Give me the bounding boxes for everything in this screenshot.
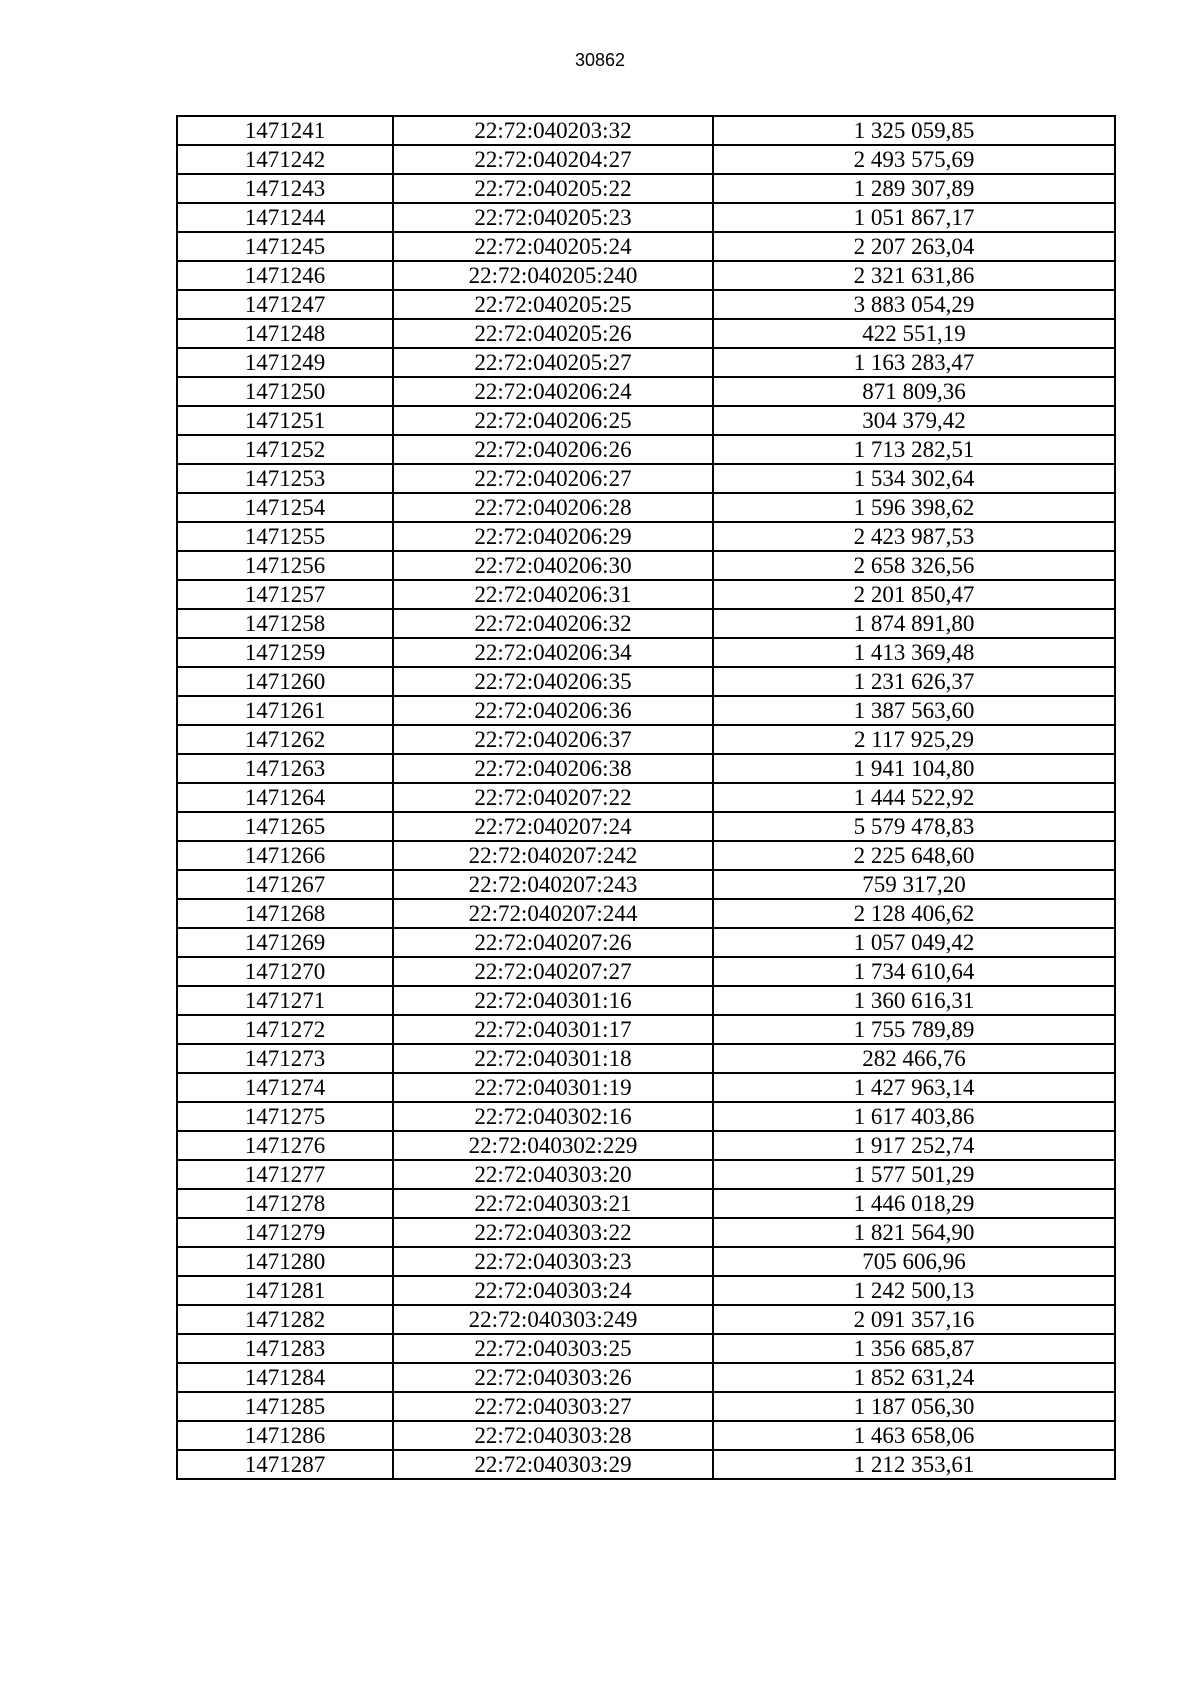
cadastral-number-cell: 22:72:040303:22 — [393, 1218, 713, 1247]
table-row — [177, 116, 1115, 145]
table-row — [177, 1363, 1115, 1392]
cadastral-number-cell: 22:72:040205:26 — [393, 319, 713, 348]
cadastral-value-cell: 1 617 403,86 — [713, 1102, 1115, 1131]
record-number-cell: 1471242 — [177, 145, 393, 174]
table-row — [177, 696, 1115, 725]
record-number-cell: 1471273 — [177, 1044, 393, 1073]
cadastral-value-cell: 2 225 648,60 — [713, 841, 1115, 870]
cadastral-number-cell: 22:72:040303:24 — [393, 1276, 713, 1305]
table-row — [177, 928, 1115, 957]
cadastral-value-cell: 1 852 631,24 — [713, 1363, 1115, 1392]
cadastral-number-cell: 22:72:040303:20 — [393, 1160, 713, 1189]
cadastral-value-cell: 1 231 626,37 — [713, 667, 1115, 696]
cadastral-value-cell: 1 734 610,64 — [713, 957, 1115, 986]
cadastral-number-cell: 22:72:040301:18 — [393, 1044, 713, 1073]
cadastral-number-cell: 22:72:040206:36 — [393, 696, 713, 725]
cadastral-value-cell: 1 874 891,80 — [713, 609, 1115, 638]
cadastral-number-cell: 22:72:040203:32 — [393, 116, 713, 145]
cadastral-value-cell: 705 606,96 — [713, 1247, 1115, 1276]
record-number-cell: 1471281 — [177, 1276, 393, 1305]
record-number-cell: 1471274 — [177, 1073, 393, 1102]
cadastral-value-cell: 1 444 522,92 — [713, 783, 1115, 812]
cadastral-number-cell: 22:72:040301:19 — [393, 1073, 713, 1102]
record-number-cell: 1471268 — [177, 899, 393, 928]
record-number-cell: 1471269 — [177, 928, 393, 957]
cadastral-value-cell: 1 163 283,47 — [713, 348, 1115, 377]
record-number-cell: 1471276 — [177, 1131, 393, 1160]
table-row — [177, 1247, 1115, 1276]
cadastral-value-cell: 1 755 789,89 — [713, 1015, 1115, 1044]
cadastral-number-cell: 22:72:040303:26 — [393, 1363, 713, 1392]
cadastral-number-cell: 22:72:040303:249 — [393, 1305, 713, 1334]
cadastral-value-cell: 2 201 850,47 — [713, 580, 1115, 609]
table-row — [177, 1276, 1115, 1305]
table-row — [177, 232, 1115, 261]
table-row — [177, 319, 1115, 348]
cadastral-value-cell: 1 917 252,74 — [713, 1131, 1115, 1160]
record-number-cell: 1471261 — [177, 696, 393, 725]
table-row — [177, 435, 1115, 464]
table-row — [177, 1421, 1115, 1450]
table-row — [177, 522, 1115, 551]
cadastral-number-cell: 22:72:040205:27 — [393, 348, 713, 377]
table-row — [177, 348, 1115, 377]
cadastral-value-cell: 1 187 056,30 — [713, 1392, 1115, 1421]
cadastral-number-cell: 22:72:040206:27 — [393, 464, 713, 493]
cadastral-value-cell: 1 463 658,06 — [713, 1421, 1115, 1450]
table-row — [177, 464, 1115, 493]
cadastral-number-cell: 22:72:040303:29 — [393, 1450, 713, 1479]
cadastral-number-cell: 22:72:040206:29 — [393, 522, 713, 551]
cadastral-number-cell: 22:72:040303:27 — [393, 1392, 713, 1421]
cadastral-value-cell: 282 466,76 — [713, 1044, 1115, 1073]
record-number-cell: 1471258 — [177, 609, 393, 638]
cadastral-number-cell: 22:72:040205:22 — [393, 174, 713, 203]
table-row — [177, 551, 1115, 580]
cadastral-value-cell: 1 212 353,61 — [713, 1450, 1115, 1479]
cadastral-number-cell: 22:72:040302:16 — [393, 1102, 713, 1131]
cadastral-number-cell: 22:72:040301:17 — [393, 1015, 713, 1044]
table-row — [177, 609, 1115, 638]
record-number-cell: 1471286 — [177, 1421, 393, 1450]
record-number-cell: 1471245 — [177, 232, 393, 261]
cadastral-value-cell: 1 941 104,80 — [713, 754, 1115, 783]
cadastral-number-cell: 22:72:040206:25 — [393, 406, 713, 435]
record-number-cell: 1471267 — [177, 870, 393, 899]
record-number-cell: 1471248 — [177, 319, 393, 348]
record-number-cell: 1471272 — [177, 1015, 393, 1044]
cadastral-number-cell: 22:72:040206:35 — [393, 667, 713, 696]
record-number-cell: 1471243 — [177, 174, 393, 203]
table-row — [177, 1015, 1115, 1044]
cadastral-value-cell: 1 446 018,29 — [713, 1189, 1115, 1218]
record-number-cell: 1471247 — [177, 290, 393, 319]
cadastral-number-cell: 22:72:040302:229 — [393, 1131, 713, 1160]
cadastral-number-cell: 22:72:040207:244 — [393, 899, 713, 928]
record-number-cell: 1471271 — [177, 986, 393, 1015]
table-row — [177, 203, 1115, 232]
cadastral-number-cell: 22:72:040205:25 — [393, 290, 713, 319]
record-number-cell: 1471253 — [177, 464, 393, 493]
cadastral-value-cell: 1 387 563,60 — [713, 696, 1115, 725]
page-number: 30862 — [574, 50, 626, 70]
table-row — [177, 667, 1115, 696]
record-number-cell: 1471260 — [177, 667, 393, 696]
table-row — [177, 1044, 1115, 1073]
cadastral-value-cell: 304 379,42 — [713, 406, 1115, 435]
record-number-cell: 1471265 — [177, 812, 393, 841]
table-row — [177, 1102, 1115, 1131]
record-number-cell: 1471275 — [177, 1102, 393, 1131]
cadastral-number-cell: 22:72:040303:23 — [393, 1247, 713, 1276]
record-number-cell: 1471287 — [177, 1450, 393, 1479]
record-number-cell: 1471250 — [177, 377, 393, 406]
cadastral-number-cell: 22:72:040204:27 — [393, 145, 713, 174]
table-row — [177, 1218, 1115, 1247]
table-row — [177, 754, 1115, 783]
table-row — [177, 406, 1115, 435]
record-number-cell: 1471252 — [177, 435, 393, 464]
record-number-cell: 1471251 — [177, 406, 393, 435]
cadastral-number-cell: 22:72:040206:24 — [393, 377, 713, 406]
record-number-cell: 1471257 — [177, 580, 393, 609]
cadastral-value-cell: 2 117 925,29 — [713, 725, 1115, 754]
table-row — [177, 174, 1115, 203]
cadastral-number-cell: 22:72:040303:28 — [393, 1421, 713, 1450]
table-row — [177, 899, 1115, 928]
record-number-cell: 1471282 — [177, 1305, 393, 1334]
table-row — [177, 1073, 1115, 1102]
cadastral-value-cell: 1 356 685,87 — [713, 1334, 1115, 1363]
record-number-cell: 1471246 — [177, 261, 393, 290]
record-number-cell: 1471264 — [177, 783, 393, 812]
table-row — [177, 580, 1115, 609]
cadastral-value-cell: 1 534 302,64 — [713, 464, 1115, 493]
cadastral-number-cell: 22:72:040206:28 — [393, 493, 713, 522]
cadastral-value-cell: 1 360 616,31 — [713, 986, 1115, 1015]
cadastral-number-cell: 22:72:040303:21 — [393, 1189, 713, 1218]
cadastral-value-cell: 1 325 059,85 — [713, 116, 1115, 145]
table-row — [177, 812, 1115, 841]
cadastral-value-cell: 2 658 326,56 — [713, 551, 1115, 580]
cadastral-value-cell: 2 128 406,62 — [713, 899, 1115, 928]
table-row — [177, 1131, 1115, 1160]
record-number-cell: 1471256 — [177, 551, 393, 580]
cadastral-value-table — [176, 115, 1116, 1480]
table-row — [177, 290, 1115, 319]
record-number-cell: 1471266 — [177, 841, 393, 870]
table-row — [177, 1160, 1115, 1189]
table-row — [177, 1334, 1115, 1363]
cadastral-value-cell: 1 051 867,17 — [713, 203, 1115, 232]
cadastral-number-cell: 22:72:040206:32 — [393, 609, 713, 638]
table-row — [177, 493, 1115, 522]
cadastral-value-cell: 1 057 049,42 — [713, 928, 1115, 957]
table-row — [177, 870, 1115, 899]
record-number-cell: 1471259 — [177, 638, 393, 667]
cadastral-number-cell: 22:72:040206:37 — [393, 725, 713, 754]
cadastral-value-cell: 2 207 263,04 — [713, 232, 1115, 261]
cadastral-number-cell: 22:72:040301:16 — [393, 986, 713, 1015]
table-row — [177, 638, 1115, 667]
table-row — [177, 1392, 1115, 1421]
table-row — [177, 377, 1115, 406]
cadastral-value-cell: 1 713 282,51 — [713, 435, 1115, 464]
record-number-cell: 1471283 — [177, 1334, 393, 1363]
record-number-cell: 1471278 — [177, 1189, 393, 1218]
record-number-cell: 1471284 — [177, 1363, 393, 1392]
record-number-cell: 1471254 — [177, 493, 393, 522]
cadastral-value-cell: 1 821 564,90 — [713, 1218, 1115, 1247]
cadastral-value-cell: 1 413 369,48 — [713, 638, 1115, 667]
table-row — [177, 841, 1115, 870]
cadastral-number-cell: 22:72:040205:240 — [393, 261, 713, 290]
record-number-cell: 1471279 — [177, 1218, 393, 1247]
table-row — [177, 957, 1115, 986]
record-number-cell: 1471285 — [177, 1392, 393, 1421]
table-row — [177, 986, 1115, 1015]
record-number-cell: 1471249 — [177, 348, 393, 377]
cadastral-number-cell: 22:72:040206:26 — [393, 435, 713, 464]
table-row — [177, 261, 1115, 290]
cadastral-value-cell: 1 289 307,89 — [713, 174, 1115, 203]
cadastral-number-cell: 22:72:040206:38 — [393, 754, 713, 783]
cadastral-number-cell: 22:72:040205:24 — [393, 232, 713, 261]
cadastral-number-cell: 22:72:040206:31 — [393, 580, 713, 609]
cadastral-number-cell: 22:72:040207:27 — [393, 957, 713, 986]
table-row — [177, 145, 1115, 174]
cadastral-value-cell: 2 493 575,69 — [713, 145, 1115, 174]
cadastral-value-cell: 1 242 500,13 — [713, 1276, 1115, 1305]
cadastral-value-cell: 1 427 963,14 — [713, 1073, 1115, 1102]
table-row — [177, 1305, 1115, 1334]
cadastral-value-cell: 5 579 478,83 — [713, 812, 1115, 841]
cadastral-value-cell: 2 091 357,16 — [713, 1305, 1115, 1334]
record-number-cell: 1471241 — [177, 116, 393, 145]
record-number-cell: 1471263 — [177, 754, 393, 783]
table-row — [177, 1450, 1115, 1479]
record-number-cell: 1471255 — [177, 522, 393, 551]
cadastral-number-cell: 22:72:040206:30 — [393, 551, 713, 580]
record-number-cell: 1471280 — [177, 1247, 393, 1276]
table-body — [177, 116, 1115, 1479]
cadastral-value-cell: 1 577 501,29 — [713, 1160, 1115, 1189]
record-number-cell: 1471262 — [177, 725, 393, 754]
cadastral-value-cell: 422 551,19 — [713, 319, 1115, 348]
record-number-cell: 1471244 — [177, 203, 393, 232]
cadastral-value-cell: 759 317,20 — [713, 870, 1115, 899]
cadastral-value-cell: 871 809,36 — [713, 377, 1115, 406]
cadastral-number-cell: 22:72:040205:23 — [393, 203, 713, 232]
cadastral-value-cell: 2 423 987,53 — [713, 522, 1115, 551]
cadastral-number-cell: 22:72:040207:26 — [393, 928, 713, 957]
cadastral-number-cell: 22:72:040207:243 — [393, 870, 713, 899]
cadastral-number-cell: 22:72:040207:24 — [393, 812, 713, 841]
record-number-cell: 1471270 — [177, 957, 393, 986]
cadastral-number-cell: 22:72:040207:242 — [393, 841, 713, 870]
table-row — [177, 725, 1115, 754]
cadastral-number-cell: 22:72:040206:34 — [393, 638, 713, 667]
table-row — [177, 783, 1115, 812]
cadastral-value-cell: 1 596 398,62 — [713, 493, 1115, 522]
cadastral-number-cell: 22:72:040207:22 — [393, 783, 713, 812]
cadastral-value-cell: 2 321 631,86 — [713, 261, 1115, 290]
cadastral-value-cell: 3 883 054,29 — [713, 290, 1115, 319]
record-number-cell: 1471277 — [177, 1160, 393, 1189]
table-row — [177, 1189, 1115, 1218]
cadastral-number-cell: 22:72:040303:25 — [393, 1334, 713, 1363]
